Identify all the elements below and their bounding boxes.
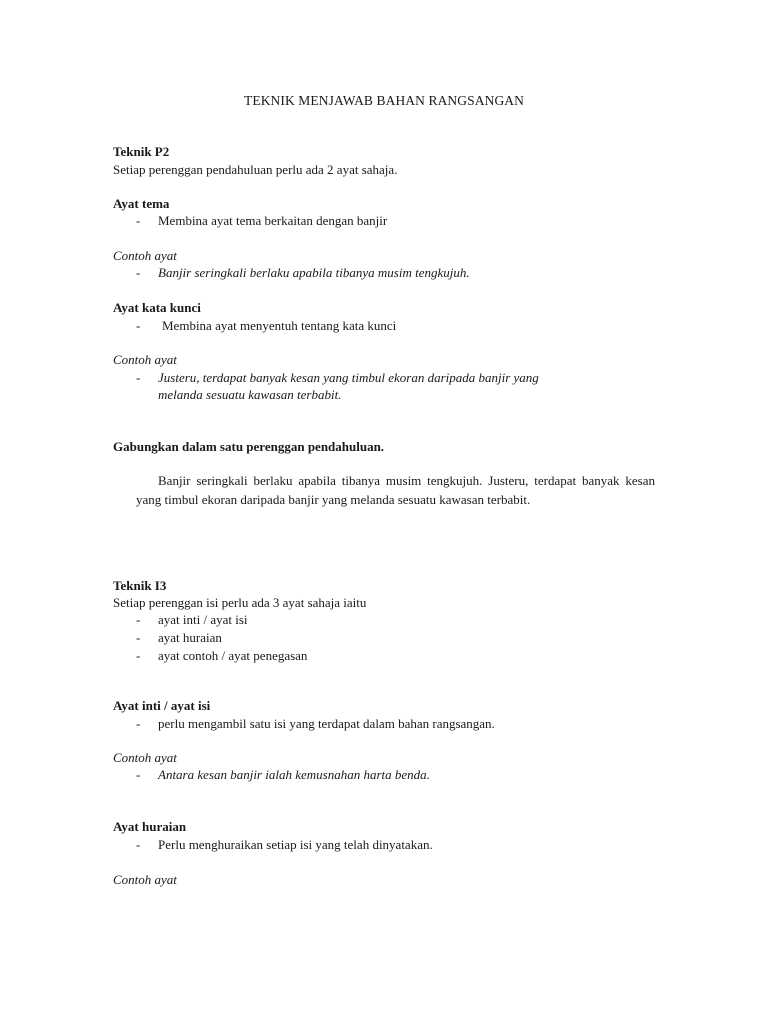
gabungkan-paragraph: Banjir seringkali berlaku apabila tibanya musim tengkujuh. Justeru, terdapat banyak kesan yang timbul ekoran daripada banjir yang melanda sesuatu kawasan terbabit. [136, 473, 655, 507]
i3-item: ayat contoh / ayat penegasan [158, 648, 308, 663]
ayat-huraian-heading: Ayat huraian [113, 819, 187, 834]
i3-item: ayat inti / ayat isi [158, 612, 248, 627]
contoh-ayat-label: Contoh ayat [113, 352, 177, 367]
bullet-dash: - [136, 612, 141, 627]
ayat-huraian-bullet: Perlu menghuraikan setiap isi yang telah dinyatakan. [158, 837, 433, 852]
teknik-i3-intro: Setiap perenggan isi perlu ada 3 ayat sahaja iaitu [113, 595, 367, 610]
bullet-dash: - [136, 318, 141, 333]
ayat-tema-bullet: Membina ayat tema berkaitan dengan banjir [158, 213, 388, 228]
ayat-tema-contoh: Banjir seringkali berlaku apabila tibanya musim tengkujuh. [158, 265, 470, 280]
bullet-dash: - [136, 837, 141, 852]
bullet-dash: - [136, 630, 141, 645]
ayat-inti-heading: Ayat inti / ayat isi [113, 698, 211, 713]
contoh-ayat-label: Contoh ayat [113, 248, 177, 263]
contoh-ayat-label: Contoh ayat [113, 750, 177, 765]
bullet-dash: - [136, 213, 141, 228]
teknik-p2-heading: Teknik P2 [113, 144, 170, 159]
teknik-p2-intro: Setiap perenggan pendahuluan perlu ada 2 ayat sahaja. [113, 162, 398, 177]
ayat-kata-kunci-contoh-line1: Justeru, terdapat banyak kesan yang timbul ekoran daripada banjir yang [158, 370, 539, 385]
gabungkan-heading: Gabungkan dalam satu perenggan pendahuluan. [113, 439, 385, 454]
i3-item: ayat huraian [158, 630, 222, 645]
contoh-ayat-label: Contoh ayat [113, 872, 177, 887]
ayat-inti-bullet: perlu mengambil satu isi yang terdapat dalam bahan rangsangan. [158, 716, 495, 731]
bullet-dash: - [136, 370, 141, 385]
ayat-kata-kunci-heading: Ayat kata kunci [113, 300, 201, 315]
bullet-dash: - [136, 716, 141, 731]
bullet-dash: - [136, 265, 141, 280]
bullet-dash: - [136, 767, 141, 782]
ayat-inti-contoh: Antara kesan banjir ialah kemusnahan harta benda. [158, 767, 430, 782]
document-title: TEKNIK MENJAWAB BAHAN RANGSANGAN [244, 93, 524, 108]
ayat-tema-heading: Ayat tema [113, 196, 170, 211]
teknik-i3-heading: Teknik I3 [113, 578, 167, 593]
ayat-kata-kunci-contoh-line2: melanda sesuatu kawasan terbabit. [158, 387, 342, 402]
ayat-kata-kunci-bullet: Membina ayat menyentuh tentang kata kunci [162, 318, 397, 333]
bullet-dash: - [136, 648, 141, 663]
